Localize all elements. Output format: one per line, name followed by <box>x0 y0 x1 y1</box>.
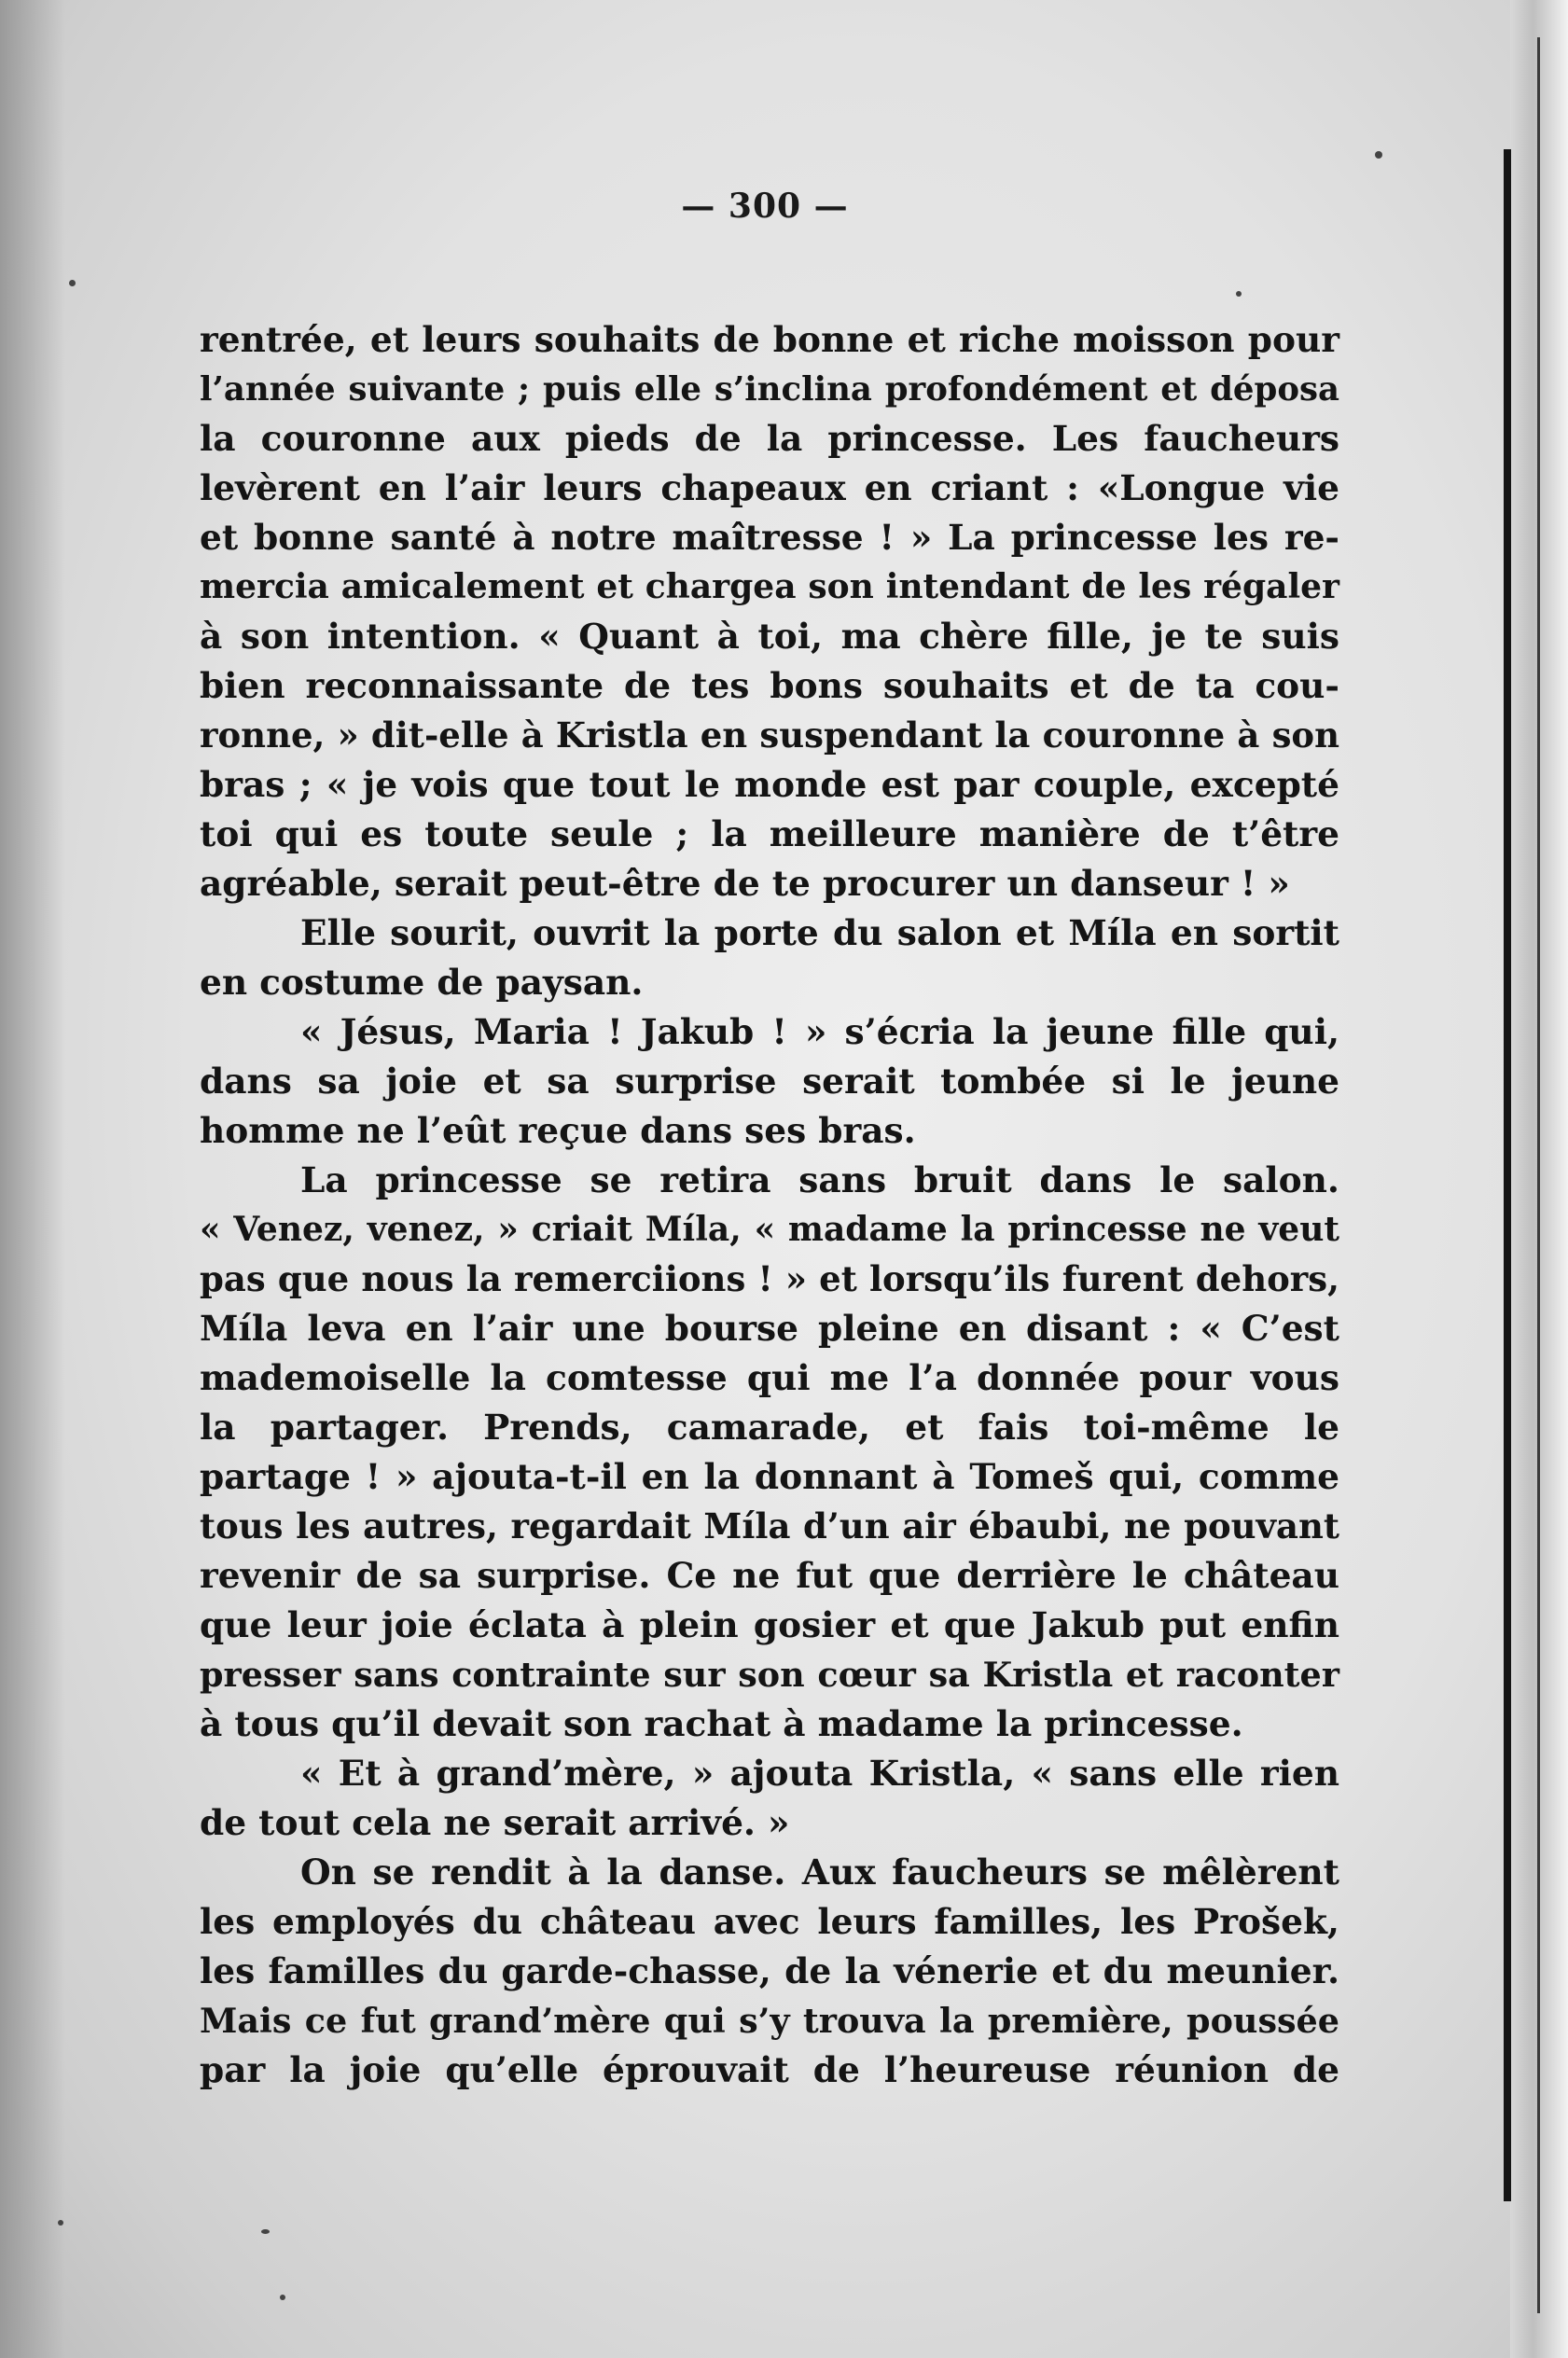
binding-outer-line <box>1537 37 1540 2313</box>
scan-speck <box>261 2229 270 2234</box>
text-line: par la joie qu’elle éprouvait de l’heureuse réunion de <box>200 2049 1339 2090</box>
body-text <box>200 315 1339 2095</box>
text-line: les familles du garde-chasse, de la vénerie et du meunier. <box>200 1950 1339 1991</box>
text-line: toi qui es toute seule ; la meilleure manière de t’être <box>200 813 1339 854</box>
text-line: bien reconnaissante de tes bons souhaits et de ta cou- <box>200 665 1339 706</box>
text-line: pas que nous la remerciions ! » et lorsqu’ils furent dehors, <box>200 1258 1339 1299</box>
text-line: revenir de sa surprise. Ce ne fut que derrière le château <box>200 1555 1339 1596</box>
text-line: à son intention. « Quant à toi, ma chère fille, je te suis <box>200 616 1339 657</box>
text-line: en costume de paysan. <box>200 962 644 1003</box>
text-line: La princesse se retira sans bruit dans le salon. <box>300 1159 1339 1200</box>
text-line: que leur joie éclata à plein gosier et que Jakub put enfin <box>200 1604 1339 1645</box>
text-line: tous les autres, regardait Míla d’un air ébaubi, ne pouvant <box>200 1505 1339 1547</box>
text-line: les employés du château avec leurs familles, les Prošek, <box>200 1901 1339 1942</box>
text-line: « Et à grand’mère, » ajouta Kristla, « sans elle rien <box>300 1753 1339 1794</box>
text-line: de tout cela ne serait arrivé. » <box>200 1802 790 1843</box>
text-line: Elle sourit, ouvrit la porte du salon et Míla en sortit <box>300 912 1339 953</box>
text-line: levèrent en l’air leurs chapeaux en criant : «Longue vie <box>200 467 1339 508</box>
text-line: On se rendit à la danse. Aux faucheurs se mêlèrent <box>300 1852 1339 1893</box>
text-line: à tous qu’il devait son rachat à madame la princesse. <box>200 1703 1243 1744</box>
scan-speck <box>1236 291 1242 297</box>
text-line: « Venez, venez, » criait Míla, « madame la princesse ne veut <box>200 1210 1339 1249</box>
text-line: mercia amicalement et chargea son intendant de les régaler <box>200 567 1339 606</box>
scan-speck <box>280 2295 285 2300</box>
binding-edge-line <box>1504 149 1511 2201</box>
scan-speck <box>69 280 76 286</box>
text-line: bras ; « je vois que tout le monde est par couple, excepté <box>200 764 1339 805</box>
page-gutter-shadow <box>0 0 65 2358</box>
text-line: ronne, » dit-elle à Kristla en suspendant la couronne à son <box>200 714 1339 756</box>
text-line: rentrée, et leurs souhaits de bonne et riche moisson pour <box>200 319 1339 360</box>
text-line: agréable, serait peut-être de te procurer un danseur ! » <box>200 863 1290 904</box>
text-line: partage ! » ajouta-t-il en la donnant à Tomeš qui, comme <box>200 1456 1339 1497</box>
page-number: — 300 — <box>681 187 849 226</box>
text-line: dans sa joie et sa surprise serait tombée si le jeune <box>200 1061 1339 1102</box>
text-line: « Jésus, Maria ! Jakub ! » s’écria la jeune fille qui, <box>300 1011 1339 1052</box>
text-line: Mais ce fut grand’mère qui s’y trouva la première, poussée <box>200 2001 1339 2041</box>
text-line: presser sans contrainte sur son cœur sa Kristla et raconter <box>200 1655 1339 1695</box>
scan-speck <box>58 2220 63 2226</box>
text-line: homme ne l’eût reçue dans ses bras. <box>200 1110 916 1151</box>
text-line: Míla leva en l’air une bourse pleine en disant : « C’est <box>200 1308 1339 1349</box>
text-line: l’année suivante ; puis elle s’inclina profondément et déposa <box>200 370 1339 409</box>
text-line: la couronne aux pieds de la princesse. Les faucheurs <box>200 418 1339 459</box>
text-line: et bonne santé à notre maîtresse ! » La princesse les re- <box>200 517 1339 558</box>
scan-speck <box>1375 151 1382 159</box>
text-line: la partager. Prends, camarade, et fais toi-même le <box>200 1407 1339 1448</box>
text-line: mademoiselle la comtesse qui me l’a donnée pour vous <box>200 1357 1339 1398</box>
